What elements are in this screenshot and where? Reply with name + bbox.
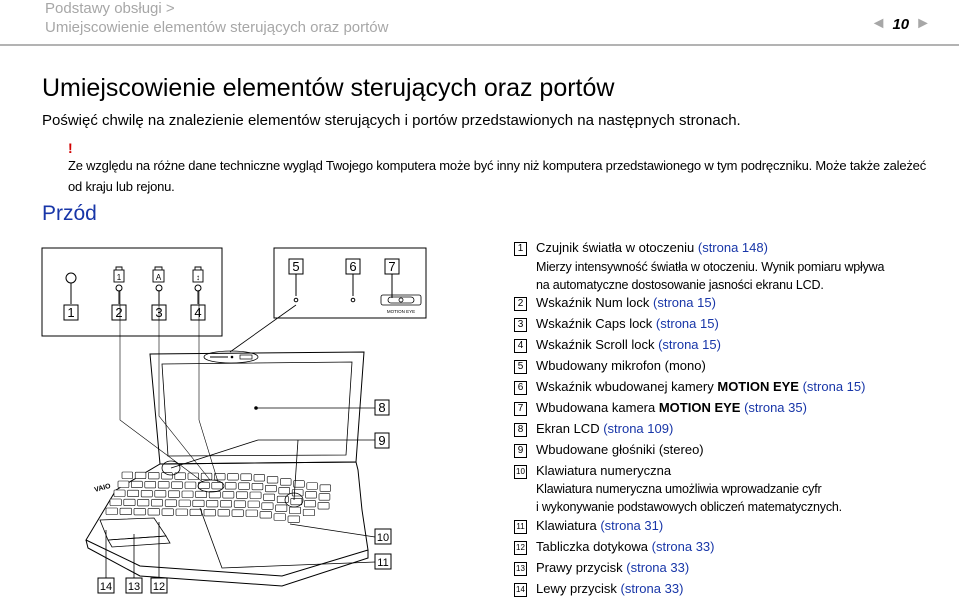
legend-key-14: 14 [514, 583, 527, 597]
top-callouts-1 [64, 305, 205, 320]
keyboard-key [267, 477, 278, 484]
keyboard-key [176, 509, 188, 516]
keyboard-key [204, 509, 216, 516]
legend-text [536, 518, 663, 533]
svg-text:1: 1 [116, 273, 122, 282]
legend-description: Klawiatura numeryczna umożliwia wprowadzanie cyfr [536, 482, 822, 496]
keyboard-key [185, 482, 196, 489]
callout-10: 10 [376, 532, 390, 544]
legend-key-3: 3 [514, 318, 527, 332]
svg-text:A: A [155, 273, 162, 282]
legend-key-7: 7 [514, 402, 527, 416]
keyboard-key [228, 474, 239, 481]
keyboard-key [234, 501, 245, 508]
light-sensor-icon [66, 273, 76, 283]
keyboard-key [131, 481, 142, 488]
legend-description: i wykonywanie podstawowych obliczeń matematycznych. [536, 500, 842, 514]
keyboard-key [141, 490, 152, 497]
keyboard-key [110, 499, 121, 506]
keyboard-key [124, 499, 135, 506]
keyboard-key [162, 509, 174, 516]
keyboard-key [280, 479, 291, 486]
camera-icon [381, 295, 421, 305]
keyboard-key [303, 509, 314, 516]
legend-text [536, 539, 715, 554]
callout-6: 6 [349, 259, 357, 274]
keyboard-key [265, 485, 276, 492]
keyboard-key [190, 509, 202, 516]
page-title: Umiejscowienie elementów sterujących oraz portów [42, 74, 615, 102]
keyboard-key [274, 514, 286, 521]
keyboard-key [318, 503, 329, 510]
legend-label: Wbudowane głośniki (stereo) [536, 442, 704, 457]
legend-text [536, 581, 683, 596]
keyboard-key [138, 499, 149, 506]
legend-key-8: 8 [514, 423, 527, 437]
legend-page-link[interactable]: (strona 15) [658, 337, 721, 352]
callout-11: 11 [377, 557, 389, 569]
legend-text [536, 400, 807, 415]
touchpad-buttons-icon [108, 536, 170, 547]
page-number: 10 [892, 15, 910, 33]
keyboard-key [319, 494, 330, 501]
keyboard-key [145, 481, 156, 488]
legend-label: Wbudowany mikrofon (mono) [536, 358, 706, 373]
legend-page-link[interactable]: (strona 31) [600, 518, 664, 533]
legend-text [536, 337, 721, 352]
keyboard-key [151, 500, 162, 507]
keyboard-key [118, 481, 129, 488]
num-lock-lamp [116, 285, 122, 291]
legend-key-13: 13 [514, 562, 527, 576]
keyboard-key [277, 496, 288, 503]
intro-text: Poświęć chwilę na znalezienie elementów sterujących i portów przedstawionych na następnych stronach. [42, 112, 741, 129]
legend-key-5: 5 [514, 360, 527, 374]
legend-text [536, 240, 768, 255]
keyboard-key [304, 500, 315, 507]
legend-page-link[interactable]: (strona 15) [653, 295, 716, 310]
keyboard-key [254, 475, 265, 482]
keyboard-key [306, 492, 317, 499]
keyboard-key [260, 512, 272, 518]
keyboard-key [291, 498, 302, 505]
legend-page-link[interactable]: (strona 148) [697, 240, 768, 255]
keyboard-key [122, 472, 133, 479]
keyboard-key [212, 482, 223, 489]
keyboard-key [168, 491, 179, 498]
keyboard-key [232, 510, 244, 517]
callout-7: 7 [388, 259, 396, 274]
legend-page-link[interactable]: (strona 109) [603, 421, 674, 436]
right-callouts [375, 400, 391, 569]
page-navigation [871, 15, 931, 33]
keyboard-key [172, 482, 183, 489]
keyboard-key [320, 485, 331, 492]
legend-label: Klawiatura [536, 518, 601, 533]
bottom-callouts [98, 578, 167, 593]
legend-text [536, 421, 673, 436]
callout-13: 13 [127, 581, 141, 593]
keyboard-key [252, 483, 263, 490]
legend-description: Mierzy intensywność światła w otoczeniu. Wynik pomiaru wpływa [536, 260, 885, 274]
keyboard-key [220, 501, 231, 508]
keyboard-key [188, 473, 199, 480]
callout-9: 9 [378, 433, 386, 448]
keyboard-key [288, 516, 300, 523]
camera-lamp-icon [351, 298, 355, 302]
section-title: Przód [42, 202, 97, 225]
caps-lock-icon [153, 267, 164, 282]
legend-description: na automatyczne dostosowanie jasności ekranu LCD. [536, 278, 824, 292]
keyboard [106, 472, 331, 522]
legend-page-link[interactable]: (strona 33) [651, 539, 715, 554]
keyboard-key [114, 490, 125, 497]
keyboard-key [236, 492, 247, 499]
keyboard-key [162, 473, 173, 480]
legend-text [536, 379, 865, 394]
scroll-lock-lamp [195, 285, 201, 291]
legend-bold: MOTION EYE [658, 400, 745, 415]
legend-text [536, 295, 716, 310]
svg-text:↕: ↕ [196, 273, 200, 282]
legend-label: Klawiatura numeryczna [536, 463, 672, 478]
legend-text [536, 316, 719, 331]
keyboard-key [218, 510, 230, 516]
legend-page-link[interactable]: (strona 35) [744, 400, 807, 415]
legend-key-2: 2 [514, 297, 527, 311]
legend-label: Prawy przycisk [536, 560, 627, 575]
legend-page-link[interactable]: (strona 33) [620, 581, 684, 596]
legend-key-11: 11 [514, 520, 527, 534]
keyboard-key [134, 508, 146, 515]
microphone-icon [294, 298, 298, 302]
keyboard-key [207, 500, 218, 507]
callout-3: 3 [155, 305, 163, 320]
callout-8: 8 [378, 400, 386, 415]
keyboard-key [128, 490, 139, 497]
next-page-icon[interactable]: ► [915, 15, 931, 32]
keyboard-key [289, 507, 300, 513]
keyboard-key [307, 483, 318, 490]
legend-label: Wskaźnik Scroll lock [536, 337, 659, 352]
keyboard-key [148, 509, 160, 515]
legend-text [536, 463, 671, 478]
breadcrumb-parent[interactable]: Podstawy obsługi > [45, 0, 175, 17]
legend-key-12: 12 [514, 541, 527, 555]
keyboard-key [279, 487, 290, 494]
keyboard-key [196, 491, 207, 498]
legend-key-6: 6 [514, 381, 527, 395]
keyboard-key [158, 482, 169, 489]
keyboard-key [225, 483, 236, 490]
legend-key-10: 10 [514, 465, 527, 479]
legend-label: Wbudowana kamera [536, 400, 659, 415]
legend-label: Czujnik światła w otoczeniu [536, 240, 698, 255]
legend-key-9: 9 [514, 444, 527, 458]
keyboard-key [193, 500, 204, 507]
callout-5: 5 [292, 259, 300, 274]
legend-key-4: 4 [514, 339, 527, 353]
legend-label: Lewy przycisk [536, 581, 621, 596]
top-callouts-2 [289, 259, 399, 274]
keyboard-key [241, 474, 252, 481]
legend-text [536, 442, 704, 457]
legend-key-1: 1 [514, 242, 527, 256]
callout-4: 4 [194, 305, 202, 320]
callout-2: 2 [115, 305, 123, 320]
keyboard-key [248, 501, 259, 508]
vaio-logo: VAIO [93, 482, 112, 494]
laptop-base [86, 462, 368, 586]
warning-text: Ze względu na różne dane techniczne wygląd Twojego komputera może być inny niż komputera przedstawionego w tym podręczniku. Może także zależeć od kraju lub rejonu. [68, 158, 926, 194]
keyboard-key [223, 492, 234, 499]
keyboard-key [201, 473, 212, 480]
legend-label: Wskaźnik Num lock [536, 295, 654, 310]
warning-icon: ! [68, 140, 73, 156]
scroll-lock-icon [193, 267, 203, 282]
indicator-inset-box [42, 248, 222, 336]
legend-text [536, 560, 689, 575]
keyboard-key [135, 472, 146, 479]
breadcrumb-current[interactable]: Umiejscowienie elementów sterujących oraz portów [45, 19, 389, 36]
keyboard-key [120, 508, 132, 515]
legend-text [536, 358, 706, 373]
keyboard-key [214, 473, 225, 480]
legend-label: Ekran LCD [536, 421, 604, 436]
legend-label: Tabliczka dotykowa [536, 539, 652, 554]
keyboard-key [106, 508, 118, 515]
keyboard-key [250, 492, 261, 499]
callout-14: 14 [99, 581, 113, 593]
keyboard-key [264, 494, 275, 501]
prev-page-icon[interactable]: ◄ [870, 15, 887, 32]
legend-page-link[interactable]: (strona 15) [802, 379, 866, 394]
legend-page-link[interactable]: (strona 15) [655, 316, 719, 331]
keyboard-key [262, 503, 273, 510]
legend-label: Wskaźnik Caps lock [536, 316, 656, 331]
keyboard-key [182, 491, 193, 498]
motion-eye-label: MOTION EYE [386, 309, 416, 314]
legend-label: Wskaźnik wbudowanej kamery [536, 379, 718, 394]
callout-12: 12 [152, 581, 166, 593]
keyboard-key [165, 500, 176, 507]
keyboard-key [155, 491, 166, 498]
keyboard-key [246, 510, 258, 517]
num-lock-icon [114, 267, 124, 282]
callout-1: 1 [67, 305, 75, 320]
legend-bold: MOTION EYE [717, 379, 803, 394]
legend-page-link[interactable]: (strona 33) [626, 560, 690, 575]
keyboard-key [276, 505, 287, 512]
keyboard-key [148, 472, 159, 479]
keyboard-key [179, 500, 190, 507]
keyboard-key [239, 483, 250, 490]
